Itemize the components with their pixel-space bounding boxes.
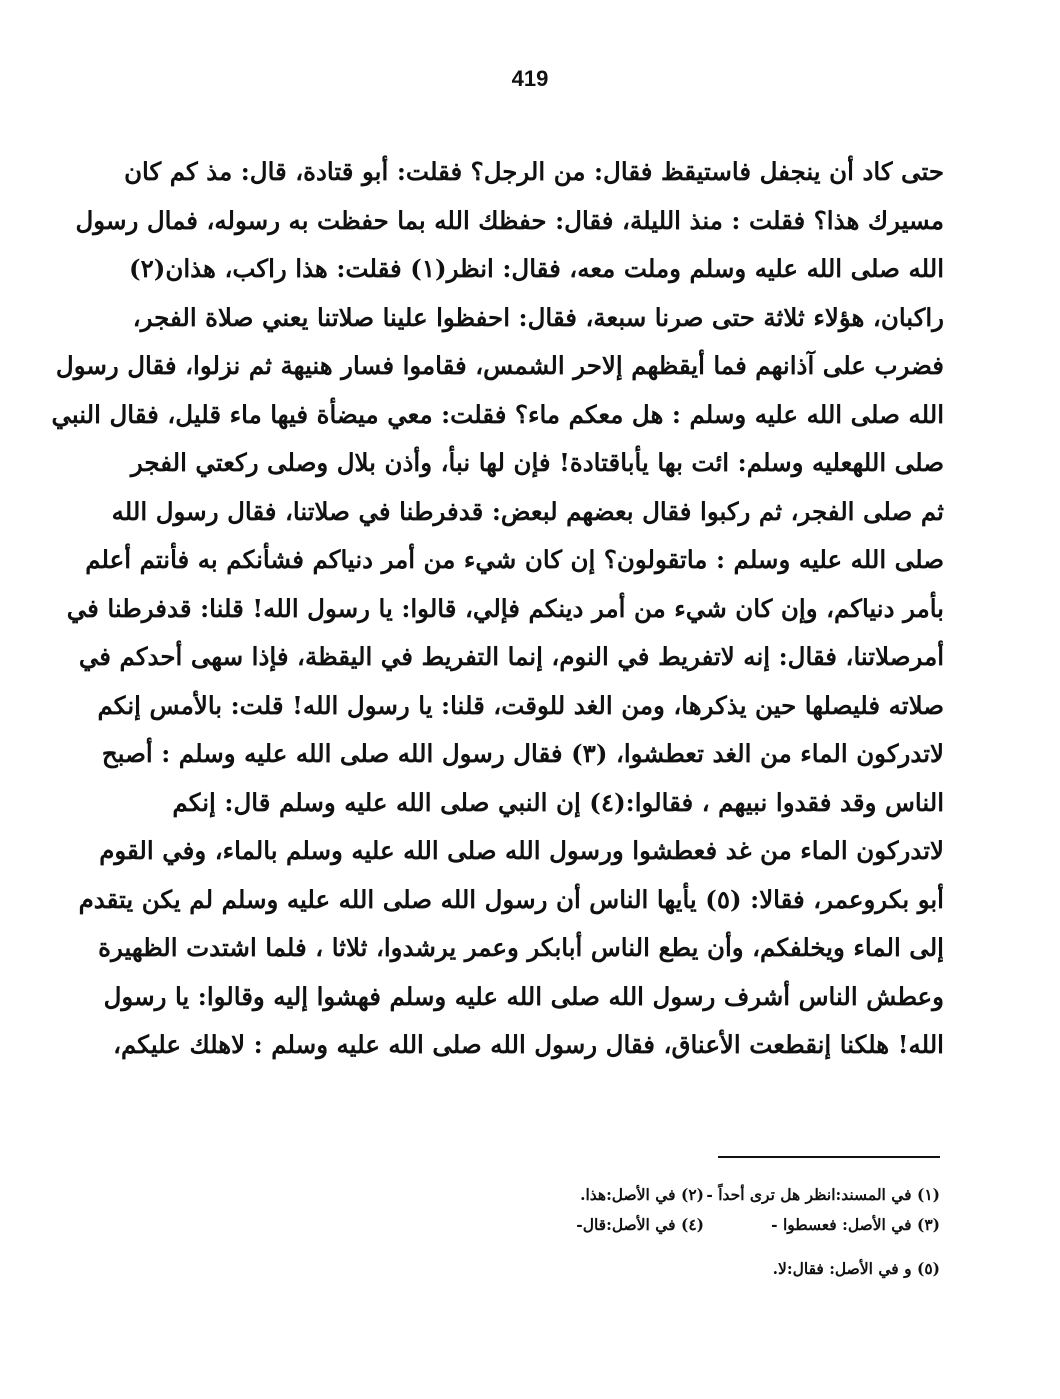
footnote-2: (٢) في الأصل:هذا.	[580, 1185, 704, 1204]
text-line: لاتدركون الماء من غد فعطشوا ورسول الله صلى الله عليه وسلم بالماء، وفي القوم	[99, 836, 944, 865]
text-line: أمرصلاتنا، فقال: إنه لاتفريط في النوم، إنما التفريط في اليقظة، فإذا سهى أحدكم في	[78, 642, 944, 671]
text-line: صلى اللهعليه وسلم: ائت بها يأباقتادة! فإن لها نبأ، وأذن بلال وصلى ركعتي الفجر	[130, 448, 944, 477]
text-line: إلى الماء ويخلفكم، وأن يطع الناس أبابكر وعمر يرشدوا، ثلاثا ، فلما اشتدت الظهيرة	[98, 933, 944, 962]
text-line: وعطش الناس أشرف رسول الله صلى الله عليه وسلم فهشوا إليه وقالوا: يا رسول	[103, 981, 944, 1011]
text-line: الله صلى الله عليه وسلم : هل معكم ماء؟ فقلت: معي ميضأة فيها ماء قليل، فقال النبي	[51, 399, 944, 429]
text-line: فضرب على آذانهم فما أيقظهم إلاحر الشمس، فقاموا فسار هنيهة ثم نزلوا، فقال رسول	[55, 351, 944, 380]
text-line: ثم صلى الفجر، ثم ركبوا فقال بعضهم لبعض: قدفرطنا في صلاتنا، فقال رسول الله	[111, 496, 944, 526]
footnote-3: (٣) في الأصل: فعسطوا -	[771, 1215, 940, 1234]
text-line: الله صلى الله عليه وسلم وملت معه، فقال: انظر(١) فقلت: هذا راكب، هذان(٢)	[129, 254, 944, 283]
text-line: صلى الله عليه وسلم : ماتقولون؟ إن كان شيء من أمر دنياكم فشأنكم به فأنتم أعلم	[85, 545, 944, 574]
footnote-row	[440, 1180, 940, 1210]
text-line: بأمر دنياكم، وإن كان شيء من أمر دينكم فإلي، قالوا: يا رسول الله! قلنا: قدفرطنا في	[66, 593, 944, 623]
footnote-5: (٥) و في الأصل: فقال:لا.	[772, 1259, 940, 1278]
text-line: الله! هلكنا إنقطعت الأعناق، فقال رسول الله صلى الله عليه وسلم : لاهلك عليكم،	[113, 1030, 944, 1059]
body-text	[51, 148, 944, 1070]
footnotes	[440, 1180, 940, 1284]
text-line: لاتدركون الماء من الغد تعطشوا، (٣) فقال رسول الله صلى الله عليه وسلم : أصبح	[101, 739, 944, 768]
text-line: الناس وقد فقدوا نبيهم ، فقالوا:(٤) إن النبي صلى الله عليه وسلم قال: إنكم	[172, 787, 944, 817]
text-line: صلاته فليصلها حين يذكرها، ومن الغد للوقت، قلنا: يا رسول الله! قلت: بالأمس إنكم	[97, 690, 944, 720]
footnote-row	[440, 1254, 940, 1284]
footnote-4: (٤) في الأصل:قال-	[576, 1215, 704, 1234]
text-line: أبو بكروعمر، فقالا: (٥) يأيها الناس أن رسول الله صلى الله عليه وسلم لم يكن يتقدم	[78, 884, 944, 914]
text-line: راكبان، هؤلاء ثلاثة حتى صرنا سبعة، فقال: احفظوا علينا صلاتنا يعني صلاة الفجر،	[132, 302, 944, 332]
footnote-divider	[718, 1156, 940, 1158]
page-number: 419	[511, 66, 549, 91]
footnote-1: (١) في المسند:انظر هل ترى أحداً -	[706, 1185, 940, 1204]
text-line: حتى كاد أن ينجفل فاستيقظ فقال: من الرجل؟ فقلت: أبو قتادة، قال: مذ كم كان	[124, 157, 944, 186]
text-line: مسيرك هذا؟ فقلت : منذ الليلة، فقال: حفظك الله بما حفظت به رسوله، فمال رسول	[75, 205, 944, 235]
footnote-row	[440, 1210, 940, 1240]
